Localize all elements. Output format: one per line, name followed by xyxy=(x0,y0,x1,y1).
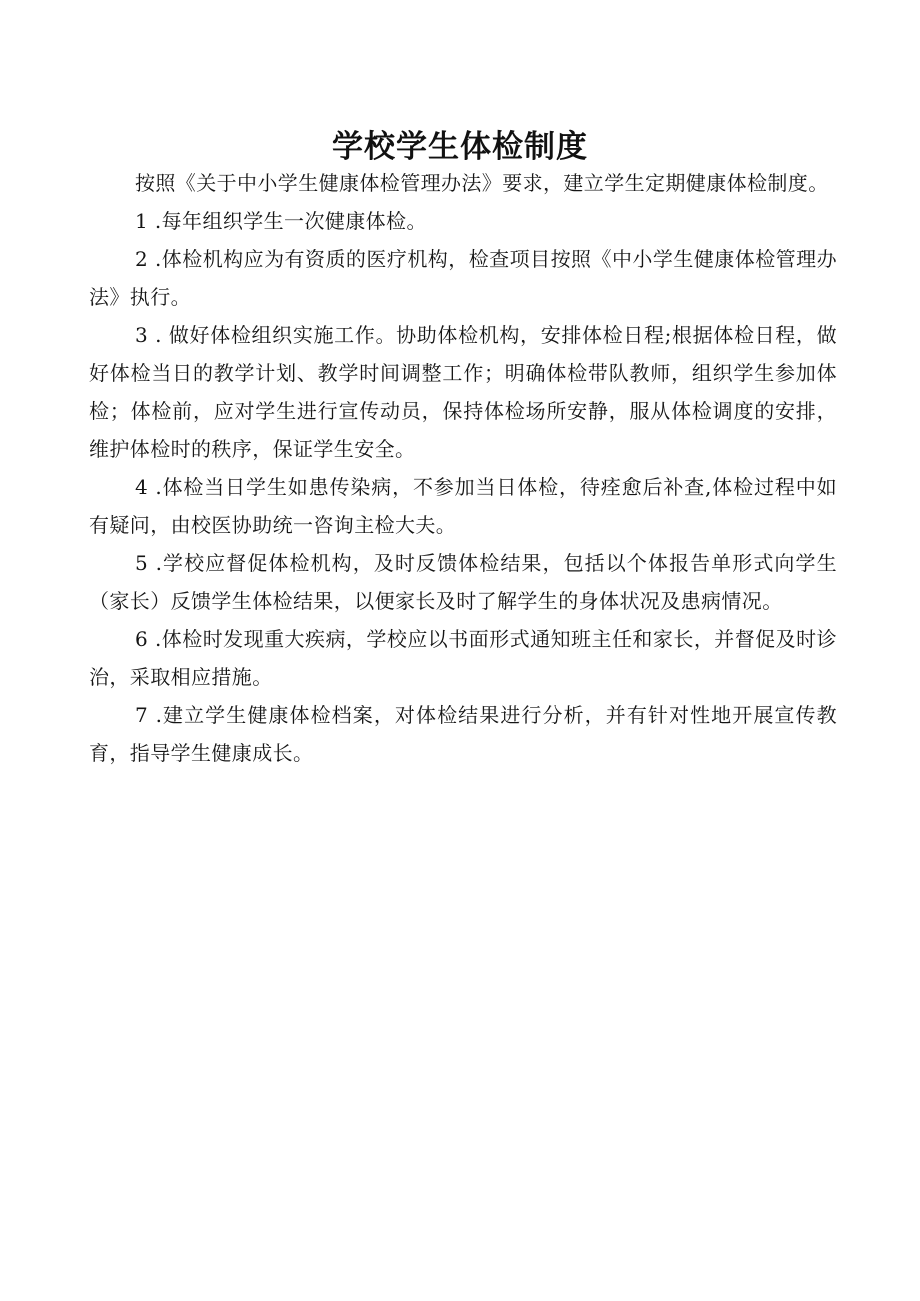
paragraph-item-6: 6 .体检时发现重大疾病，学校应以书面形式通知班主任和家长，并督促及时诊治，采取相应措施。 xyxy=(89,627,837,689)
paragraph-item-5: 5 .学校应督促体检机构，及时反馈体检结果，包括以个体报告单形式向学生（家长）反馈学生体检结果，以便家长及时了解学生的身体状况及患病情况。 xyxy=(89,551,837,613)
document-title: 学校学生体检制度 xyxy=(332,128,588,165)
document-body xyxy=(89,164,837,772)
paragraph-item-3: 3 . 做好体检组织实施工作。协助体检机构，安排体检日程;根据体检日程，做好体检当日的教学计划、教学时间调整工作；明确体检带队教师，组织学生参加体检；体检前，应对学生进行宣传动员，保持体检场所安静，服从体检调度的安排，维护体检时的秩序，保证学生安全。 xyxy=(89,323,837,461)
paragraph-intro: 按照《关于中小学生健康体检管理办法》要求，建立学生定期健康体检制度。 xyxy=(135,171,829,195)
paragraph-item-7: 7 .建立学生健康体检档案，对体检结果进行分析，并有针对性地开展宣传教育，指导学生健康成长。 xyxy=(89,703,837,765)
paragraph-item-2: 2 .体检机构应为有资质的医疗机构，检查项目按照《中小学生健康体检管理办法》执行。 xyxy=(89,247,837,309)
paragraph-item-4: 4 .体检当日学生如患传染病，不参加当日体检，待痊愈后补查,体检过程中如有疑问，由校医协助统一咨询主检大夫。 xyxy=(89,475,837,537)
paragraph-item-1: 1 .每年组织学生一次健康体检。 xyxy=(135,209,427,233)
